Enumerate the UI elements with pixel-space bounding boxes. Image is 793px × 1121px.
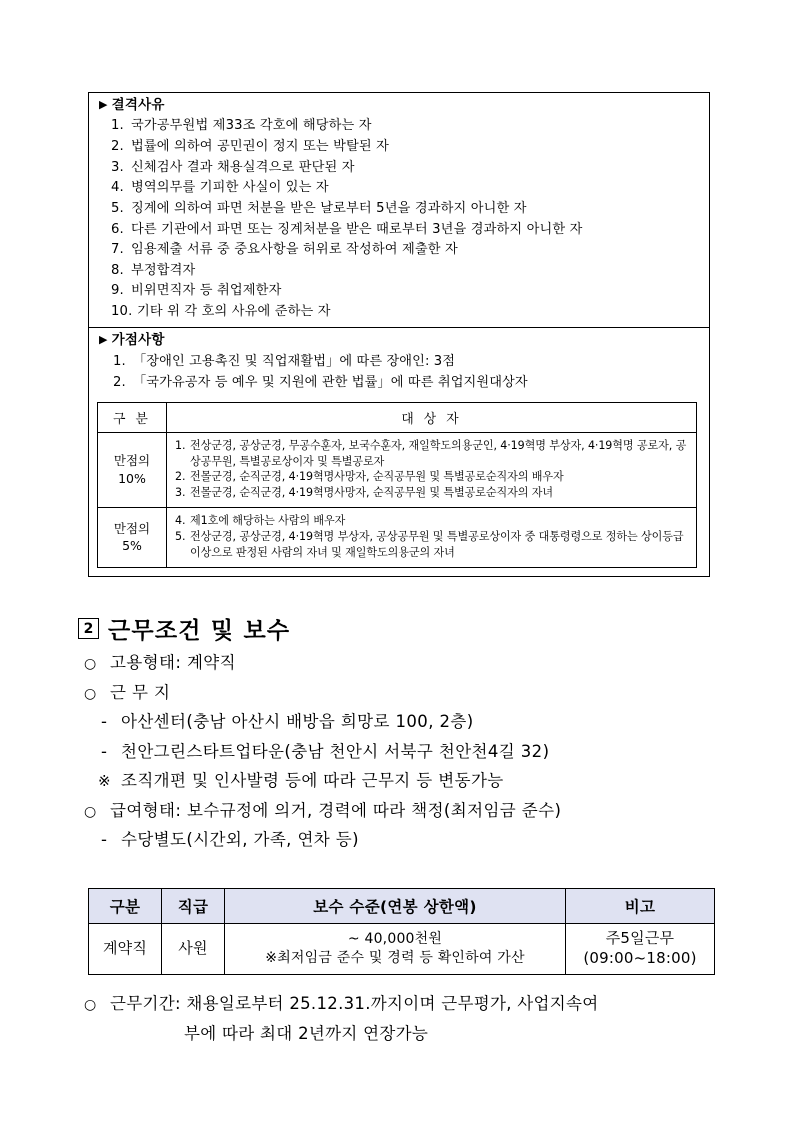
list-item: [89, 199, 709, 220]
dash-bullet-icon: -: [101, 830, 108, 849]
target-item-text: 제1호에 해당하는 사람의 배우자: [190, 514, 346, 528]
table-cell-target: [167, 508, 697, 568]
list-item-number: 3.: [111, 159, 124, 175]
table-cell-gubun: [98, 508, 167, 568]
condition-line: [84, 655, 734, 672]
employment-period-note: [84, 996, 744, 1042]
disqualification-heading: [89, 93, 709, 116]
bonus-list: [89, 351, 709, 398]
target-item-number: 3.: [175, 486, 186, 500]
condition-line-text: 천안그린스타트업타운(충남 천안시 서북구 천안천4길 32): [121, 741, 550, 761]
pay-header-jikgup: 직급: [162, 889, 225, 924]
pay-amount-line-1: ~ 40,000천원: [347, 931, 443, 948]
employment-period-line-2: 부에 따라 최대 2년까지 연장가능: [184, 1023, 429, 1043]
list-item-text: 법률에 의하여 공민권이 정지 또는 박탈된 자: [131, 138, 390, 154]
disqualification-list: [89, 116, 709, 327]
target-item-number: 5.: [175, 530, 186, 544]
circle-bullet-icon: ○: [84, 997, 97, 1013]
list-item-number: 5.: [111, 200, 124, 216]
list-item-number: 1.: [113, 354, 126, 369]
pay-cell-amount: [225, 924, 566, 975]
table-row: [89, 924, 715, 975]
circle-bullet-icon: ○: [84, 656, 97, 672]
condition-line: [84, 741, 734, 761]
bonus-heading: [89, 328, 709, 351]
target-item: [175, 485, 690, 501]
section-number-badge: 2: [78, 618, 99, 639]
list-item: [89, 281, 709, 302]
condition-line: [84, 682, 734, 702]
section-2-heading: [78, 612, 290, 645]
list-item-number: 6.: [111, 221, 124, 237]
bonus-heading-label: 가점사항: [111, 331, 165, 348]
pay-header-gubun: 구분: [89, 889, 162, 924]
gubun-line-1: 만점의: [113, 453, 151, 469]
pay-header-amount: 보수 수준(연봉 상한액): [225, 889, 566, 924]
condition-line: [84, 832, 734, 849]
condition-line-text: 급여형태: 보수규정에 의거, 경력에 따라 책정(최저임금 준수): [110, 800, 562, 820]
gubun-line-2: 10%: [118, 470, 146, 486]
list-item-text: 부정합격자: [131, 262, 196, 278]
working-conditions-list: [84, 655, 734, 862]
list-item-number: 9.: [111, 283, 124, 299]
condition-line-text: 수당별도(시간외, 가족, 연차 등): [121, 830, 359, 849]
target-item-text: 전상군경, 공상군경, 무공수훈자, 보국수훈자, 재일학도의용군인, 4·19혁명 부상자, 4·19혁명 공로자, 공상공무원, 특별공로상이자 및 특별공로자: [190, 438, 687, 468]
list-item-text: 신체검사 결과 채용실격으로 판단된 자: [131, 159, 355, 175]
bonus-target-table: [97, 402, 697, 568]
list-item: [89, 372, 709, 393]
list-item-number: 7.: [111, 242, 124, 258]
list-item: [89, 240, 709, 261]
list-item: [89, 116, 709, 137]
pay-amount-line-2: ※최저임금 준수 및 경력 등 확인하여 가산: [265, 949, 525, 966]
circle-bullet-icon: ○: [84, 685, 97, 702]
pay-remarks-line-2: (09:00~18:00): [583, 948, 697, 967]
list-item-text: 비위면직자 등 취업제한자: [131, 283, 282, 299]
list-item-text: 병역의무를 기피한 사실이 있는 자: [131, 180, 329, 196]
list-item-text: 「국가유공자 등 예우 및 지원에 관한 법률」에 따른 취업지원대상자: [133, 375, 528, 391]
table-row: [98, 508, 697, 568]
pay-cell-remarks: [566, 924, 715, 975]
condition-line-text: 조직개편 및 인사발령 등에 따라 근무지 등 변동가능: [121, 771, 504, 790]
list-item-text: 기타 위 각 호의 사유에 준하는 자: [137, 304, 331, 320]
target-item: [175, 438, 690, 470]
list-item-number: 2.: [111, 138, 124, 154]
pay-table: [88, 888, 715, 975]
list-item-text: 징계에 의하여 파면 처분을 받은 날로부터 5년을 경과하지 아니한 자: [131, 200, 527, 216]
section-title: 근무조건 및 보수: [108, 618, 291, 644]
list-item-text: 다른 기관에서 파면 또는 징계처분을 받은 때로부터 3년을 경과하지 아니한 자: [131, 221, 583, 237]
table-row: [98, 432, 697, 507]
dash-bullet-icon: -: [101, 712, 108, 731]
list-item: [89, 302, 709, 323]
list-item: [89, 137, 709, 158]
condition-line: [84, 800, 734, 820]
target-item-number: 4.: [175, 514, 186, 528]
list-item-number: 1.: [111, 118, 124, 134]
reference-mark-icon: ※: [98, 772, 111, 790]
list-item-text: 「장애인 고용촉진 및 직업재활법」에 따른 장애인: 3점: [133, 354, 456, 369]
list-item: [89, 220, 709, 241]
dash-bullet-icon: -: [101, 741, 108, 761]
list-item: [89, 351, 709, 372]
table-cell-gubun: [98, 432, 167, 507]
table-header-gubun: 구 분: [98, 402, 167, 432]
target-item-number: 1.: [175, 438, 186, 452]
table-header-target: 대 상 자: [167, 402, 697, 432]
pay-remarks-line-1: 주5일근무: [605, 929, 675, 947]
target-item-text: 전몰군경, 순직군경, 4·19혁명사망자, 순직공무원 및 특별공로순직자의 배우자: [190, 470, 564, 484]
triangle-marker-icon: ▶: [99, 332, 108, 346]
target-item-text: 전몰군경, 순직군경, 4·19혁명사망자, 순직공무원 및 특별공로순직자의 자녀: [190, 486, 554, 500]
pay-cell-jikgup: 사원: [162, 924, 225, 975]
circle-bullet-icon: ○: [84, 803, 97, 820]
target-item: [175, 469, 690, 485]
condition-line-text: 고용형태: 계약직: [110, 653, 236, 672]
target-item-text: 전상군경, 공상군경, 4·19혁명 부상자, 공상공무원 및 특별공로상이자 중 대통령령으로 정하는 상이등급 이상으로 판정된 사람의 자녀 및 재일학도의용군의 자녀: [190, 530, 684, 559]
list-item-text: 국가공무원법 제33조 각호에 해당하는 자: [131, 118, 372, 134]
list-item-number: 2.: [113, 375, 126, 391]
list-item-number: 10.: [111, 304, 133, 320]
condition-note-line: [84, 773, 734, 790]
condition-line: [84, 714, 734, 731]
condition-line-text: 근 무 지: [110, 682, 171, 702]
list-item-number: 4.: [111, 180, 124, 196]
gubun-line-1: 만점의: [113, 520, 151, 536]
table-cell-target: [167, 432, 697, 507]
employment-period-text-1: 근무기간: 채용일로부터 25.12.31.까지이며 근무평가, 사업지속여: [110, 994, 599, 1013]
list-item: [89, 261, 709, 282]
gubun-line-2: 5%: [122, 538, 142, 554]
condition-line-text: 아산센터(충남 아산시 배방읍 희망로 100, 2층): [121, 712, 474, 731]
pay-header-remarks: 비고: [566, 889, 715, 924]
employment-period-line-1: [84, 996, 744, 1013]
requirements-box: [88, 92, 710, 577]
target-item: [175, 529, 690, 561]
pay-cell-gubun: 계약직: [89, 924, 162, 975]
target-item-number: 2.: [175, 470, 186, 484]
list-item-text: 임용제출 서류 중 중요사항을 허위로 작성하여 제출한 자: [131, 242, 458, 258]
list-item: [89, 178, 709, 199]
list-item-number: 8.: [111, 262, 124, 278]
table-header-row: [98, 402, 697, 432]
triangle-marker-icon: ▶: [99, 98, 108, 111]
table-header-row: [89, 889, 715, 924]
target-item: [175, 513, 690, 529]
list-item: [89, 158, 709, 179]
disqualification-heading-label: 결격사유: [111, 97, 165, 113]
